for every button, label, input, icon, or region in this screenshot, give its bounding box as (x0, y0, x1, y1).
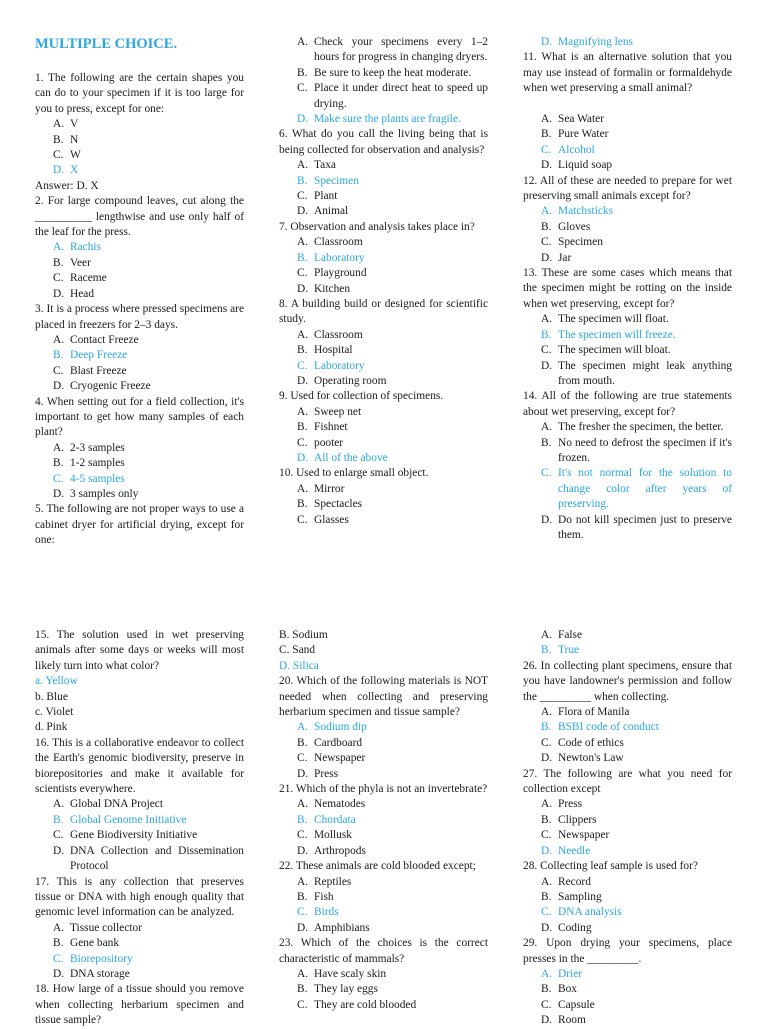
column-2 (279, 35, 488, 528)
option: A. Classroom (297, 236, 363, 249)
option: B. Gene bank (53, 937, 120, 950)
option: C. Raceme (53, 272, 107, 285)
option: D. Arthropods (297, 844, 366, 857)
question-17: 17. This is any collection that preserves tissue or DNA with high enough quality that genomic level information can be analyzed. (35, 875, 244, 919)
option: B. Sodium (279, 629, 328, 641)
option: C. Glasses (297, 513, 349, 526)
option: B. No need to defrost the specimen if it's frozen. (541, 436, 732, 464)
option: B. Cardboard (297, 736, 363, 749)
option: A. False (541, 629, 583, 641)
option: C. Newspaper (297, 752, 366, 765)
option: A. Mirror (297, 482, 345, 495)
question-29: 29. Upon drying your specimens, place presses in the _________. (523, 937, 732, 965)
question-20: 20. Which of the following materials is NOT needed when collecting and preserving herbarium specimen and tissue sample? (279, 675, 488, 719)
question-8: 8. A building build or designed for scientific study. (279, 297, 488, 326)
answer-option: B. Chordata (297, 813, 356, 826)
question-3: 3. It is a process where pressed specimens are placed in freezers for 2–3 days. (35, 303, 244, 331)
option: D. Operating room (297, 374, 387, 387)
option: A. Sweep net (297, 405, 362, 418)
answer-option: B. True (541, 644, 580, 657)
option: C. Place it under direct heat to speed up drying. (297, 82, 488, 110)
option: C. Sand (279, 644, 316, 657)
option: D. Cryogenic Freeze (53, 380, 151, 393)
option: A. Record (541, 875, 591, 888)
answer-option: C. DNA analysis (541, 906, 622, 919)
option: C. Playground (297, 267, 367, 280)
option: C. Blast Freeze (53, 364, 127, 377)
question-1: 1. The following are the certain shapes you can do to your specimen if it is too large for you to press, except for one: (35, 72, 244, 115)
answer-option: B. The specimen will freeze. (541, 328, 676, 341)
answer-option: B. Global Genome Initiative (53, 813, 187, 826)
option: A. Sea Water (541, 113, 604, 126)
option: A. Reptiles (297, 875, 352, 888)
question-9: 9. Used for collection of specimens. (279, 390, 444, 403)
option: A. Tissue collector (53, 921, 143, 934)
question-11: 11. What is an alternative solution that you may use instead of formalin or formaldehyde when wet preserving a small animal? (523, 51, 732, 95)
answer-option: D. Needle (541, 844, 591, 857)
answer-option: D. Magnifying lens (541, 36, 633, 48)
option: B. Fishnet (297, 421, 348, 434)
option: D. DNA storage (53, 967, 130, 980)
question-13: 13. These are some cases which means that the specimen might be rotting on the inside when wet preserving, except for? (523, 267, 732, 310)
answer-option: B. Specimen (297, 174, 359, 187)
option: B. N (53, 133, 79, 146)
option: C. W (53, 149, 81, 162)
column-3 (523, 35, 732, 543)
option: B. Clippers (541, 813, 597, 826)
option: B. Gloves (541, 220, 591, 233)
answer-option: C. 4-5 samples (53, 472, 125, 485)
column-4 (35, 628, 244, 1029)
option: A. Taxa (297, 159, 336, 172)
answer-option: A. Matchsticks (541, 205, 614, 218)
question-12: 12. All of these are needed to prepare for wet preserving small animals except for? (523, 174, 732, 203)
option: C. They are cold blooded (297, 998, 417, 1011)
option: A. Press (541, 798, 583, 811)
option: A. 2-3 samples (53, 441, 125, 454)
column-5 (279, 628, 488, 1013)
question-23: 23. Which of the choices is the correct characteristic of mammals? (279, 937, 488, 965)
option: B. Sampling (541, 890, 602, 903)
option: A. The specimen will float. (541, 313, 669, 326)
answer-option: A. Rachis (53, 241, 102, 254)
question-15: 15. The solution used in wet preserving animals after some days or weeks will most likely turn into what color? (35, 629, 244, 672)
spacer (523, 97, 732, 112)
option: C. Capsule (541, 998, 595, 1011)
option: D. Kitchen (297, 282, 351, 295)
option: D. Newton's Law (541, 752, 624, 765)
option: D. Head (53, 287, 95, 300)
answer-option: D. All of the above (297, 451, 388, 464)
option: C. Mollusk (297, 829, 352, 842)
option: D. DNA Collection and Dissemination Protocol (53, 844, 244, 873)
page-title: MULTIPLE CHOICE. (35, 36, 178, 52)
question-18: 18. How large of a tissue should you remove when collecting herbarium specimen and tissue sample? (35, 983, 244, 1027)
option: A. Nematodes (297, 798, 366, 811)
question-7: 7. Observation and analysis takes place in? (279, 220, 475, 233)
answer-option: C. Laboratory (297, 359, 365, 372)
option: C. Plant (297, 190, 338, 203)
option: B. Veer (53, 256, 91, 269)
question-14: 14. All of the following are true statements about wet preserving, except for? (523, 390, 732, 418)
option: A. Have scaly skin (297, 967, 387, 980)
answer-option: A. Drier (541, 967, 583, 980)
option: D. Do not kill specimen just to preserve them. (541, 513, 732, 541)
option: D. Room (541, 1014, 586, 1027)
option: A. Flora of Manila (541, 706, 630, 719)
option: D. Animal (297, 205, 349, 218)
answer-option: C. Birds (297, 906, 339, 919)
option: C. The specimen will bloat. (541, 344, 671, 357)
option: B. Be sure to keep the heat moderate. (297, 66, 472, 79)
option: A. V (53, 118, 79, 131)
option: D. 3 samples only (53, 487, 139, 500)
option: C. Specimen (541, 236, 603, 249)
option: D. Amphibians (297, 921, 370, 934)
option: C. Code of ethics (541, 736, 624, 749)
answer-option: a. Yellow (35, 675, 78, 688)
option: B. Spectacles (297, 498, 363, 511)
option: A. Classroom (297, 328, 363, 341)
question-5: 5. The following are not proper ways to use a cabinet dryer for artificial drying, except for one: (35, 503, 244, 547)
question-28: 28. Collecting leaf sample is used for? (523, 860, 698, 873)
option: D. Liquid soap (541, 159, 613, 172)
answer-option: D. Make sure the plants are fragile. (297, 113, 461, 126)
column-6 (523, 628, 732, 1029)
option: B. Fish (297, 890, 334, 903)
question-2: 2. For large compound leaves, cut along the __________ lengthwise and use only half of the leaf for the press. (35, 195, 244, 239)
answer-option: D. X (53, 164, 79, 177)
question-26: 26. In collecting plant specimens, ensure that you have landowner's permission and follow the _________ when collecting. (523, 659, 732, 703)
answer-option: C. Alcohol (541, 143, 595, 156)
question-21: 21. Which of the phyla is not an invertebrate? (279, 783, 488, 796)
answer-option: D. Silica (279, 659, 319, 672)
question-6: 6. What do you call the living being that is being collected for observation and analysis? (279, 128, 488, 156)
question-27: 27. The following are what you need for collection except (523, 767, 732, 796)
option: C. Gene Biodiversity Initiative (53, 829, 198, 842)
option: B. Pure Water (541, 128, 609, 141)
question-4: 4. When setting out for a field collection, it's important to get how many samples of each plant? (35, 395, 244, 439)
option: A. Contact Freeze (53, 333, 139, 346)
option: b. Blue (35, 690, 68, 703)
option: D. The specimen might leak anything from mouth. (541, 359, 732, 387)
option: D. Press (297, 767, 339, 780)
option: A. Global DNA Project (53, 798, 164, 811)
answer-option: C. Biorepository (53, 952, 133, 965)
option: C. pooter (297, 436, 344, 449)
answer-option: B. Laboratory (297, 251, 365, 264)
option: d. Pink (35, 721, 68, 734)
answer-option: A. Sodium dip (297, 721, 367, 734)
option: C. Newspaper (541, 829, 610, 842)
option: A. The fresher the specimen, the better. (541, 421, 724, 434)
answer-line: Answer: D. X (35, 179, 99, 192)
option: D. Coding (541, 921, 592, 934)
option: A. Check your specimens every 1–2 hours for progress in changing dryers. (297, 36, 488, 64)
option: B. 1-2 samples (53, 457, 125, 470)
option: B. They lay eggs (297, 983, 378, 996)
option: c. Violet (35, 706, 74, 719)
option: D. Jar (541, 251, 572, 264)
question-16: 16. This is a collaborative endeavor to collect the Earth's genomic biodiversity, preserve in biorepositories and make it available for scientists everywhere. (35, 736, 244, 796)
column-1 (35, 35, 244, 549)
question-10: 10. Used to enlarge small object. (279, 467, 429, 480)
option: B. Hospital (297, 344, 353, 357)
option: B. Box (541, 983, 577, 996)
question-22: 22. These animals are cold blooded except; (279, 860, 476, 873)
answer-option: B. Deep Freeze (53, 349, 128, 362)
answer-option: C. It's not normal for the solution to change color after years of preserving. (541, 467, 732, 511)
answer-option: B. BSBI code of conduct (541, 721, 659, 734)
